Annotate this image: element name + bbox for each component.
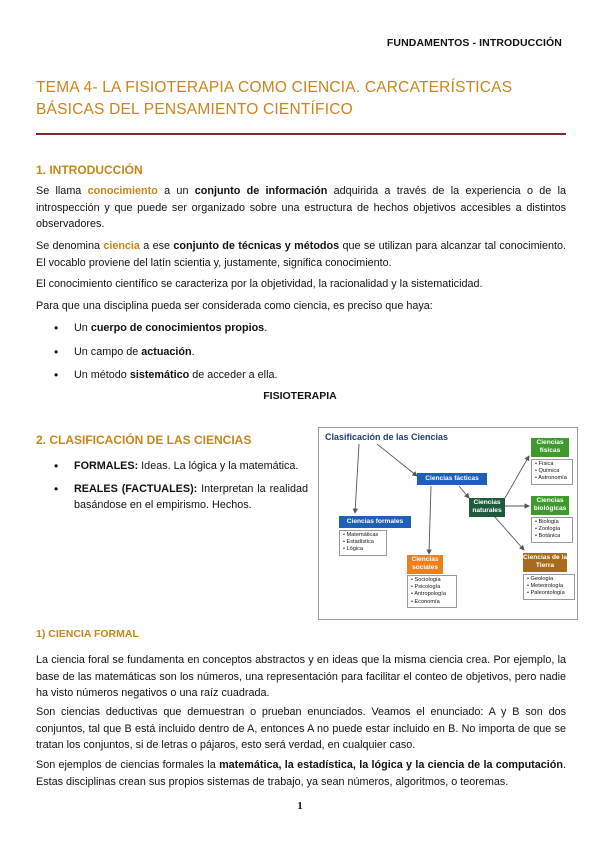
classification-diagram — [318, 427, 578, 620]
running-header: FUNDAMENTOS - INTRODUCCIÓN — [386, 37, 562, 49]
ciencias-tierra-box: Ciencias de la Tierra — [523, 553, 567, 572]
list-item: • Un cuerpo de conocimientos propios. — [74, 320, 267, 336]
arrow-to-formales — [355, 444, 359, 513]
ciencias-biologicas-box: Ciencias biológicas — [531, 496, 569, 515]
arrow-to-facticas — [377, 444, 417, 476]
section-heading-clasificacion: 2. CLASIFICACIÓN DE LAS CIENCIAS — [36, 433, 252, 447]
paragraph-conocimiento: Se llama conocimiento a un conjunto de información adquirida a través de la experiencia o de la introspección y que puede ser organizado sobre una estructura de hechos objetivos accesibles a distintos observadores. — [36, 185, 567, 230]
paragraph-ciencia: Se denomina ciencia a ese conjunto de técnicas y métodos que se utilizan para alcanzar tal conocimiento. El vocablo proviene del latín scientia y, justamente, significa conocimiento. — [36, 240, 566, 269]
section-heading-introduccion: 1. INTRODUCCIÓN — [36, 163, 143, 177]
list-item: • REALES (FACTUALES): Interpretan la realidad basándose en el empirismo. Hechos. — [74, 481, 308, 513]
ciencias-naturales-box: Ciencias naturales — [469, 498, 505, 517]
page-number: 1 — [297, 800, 303, 812]
list-item: • Un campo de actuación. — [74, 344, 195, 360]
ciencias-sociales-box: Ciencias sociales — [407, 555, 443, 574]
paragraph-ejemplos: Son ejemplos de ciencias formales la matemática, la estadística, la lógica y la ciencia de la computación. Estas disciplinas crean sus propios sistemas de trabajo, ya sean números, algoritmos, o teoremas. — [36, 759, 566, 788]
tierra-list: • Geología • Meteorología • Paleontología — [523, 574, 575, 600]
arrow-to-naturales — [459, 486, 469, 498]
arrow-to-tierra — [494, 516, 524, 550]
sociales-list: • Sociología • Psicología • Antropología • Economía — [407, 575, 457, 608]
paragraph-ciencia-formal: La ciencia foral se fundamenta en conceptos abstractos y en ideas que la misma ciencia crea. Por ejemplo, la base de las matemáticas son los números, una representación para facilitar el conteo de objetivos, pero nadie ha visto números negativos o una raíz cuadrada. — [36, 654, 566, 699]
fisicas-list: • Física • Química • Astronomía — [531, 459, 573, 485]
paragraph-requisitos: Para que una disciplina pueda ser considerada como ciencia, es preciso que haya: — [36, 300, 433, 312]
subsection-heading-ciencia-formal: 1) CIENCIA FORMAL — [36, 628, 139, 640]
paragraph-caracteristicas: El conocimiento científico se caracteriza por la objetividad, la racionalidad y la sistematicidad. — [36, 278, 483, 290]
list-item: • FORMALES: Ideas. La lógica y la matemática. — [74, 458, 306, 474]
ciencias-fisicas-box: Ciencias físicas — [531, 438, 569, 457]
ciencias-facticas-box: Ciencias fácticas — [417, 473, 487, 485]
document-title: TEMA 4- LA FISIOTERAPIA COMO CIENCIA. CARCATERÍSTICAS BÁSICAS DEL PENSAMIENTO CIENTÍFICO — [36, 79, 513, 118]
arrow-to-fisicas — [505, 456, 529, 498]
paragraph-ciencias-deductivas: Son ciencias deductivas que demuestran o prueban enunciados. Veamos el enunciado: A y B son dos conjuntos, tal que B está incluido dentro de A, entonces A no puede estar incluido en B. No importa de que se tratan los conjuntos, si de letras o pájaros, esto será verdad, en cualquier caso. — [36, 706, 566, 751]
title-divider — [36, 133, 566, 135]
biologicas-list: • Biología • Zoología • Botánica — [531, 517, 573, 543]
formales-list: • Matemáticas • Estadística • Lógica — [339, 530, 387, 556]
arrow-to-sociales — [429, 486, 431, 554]
diagram-title: Clasificación de las Ciencias — [325, 432, 449, 442]
ciencias-formales-box: Ciencias formales — [339, 516, 411, 528]
fisioterapia-label: FISIOTERAPIA — [263, 390, 337, 402]
list-item: • Un método sistemático de acceder a ella. — [74, 367, 277, 383]
